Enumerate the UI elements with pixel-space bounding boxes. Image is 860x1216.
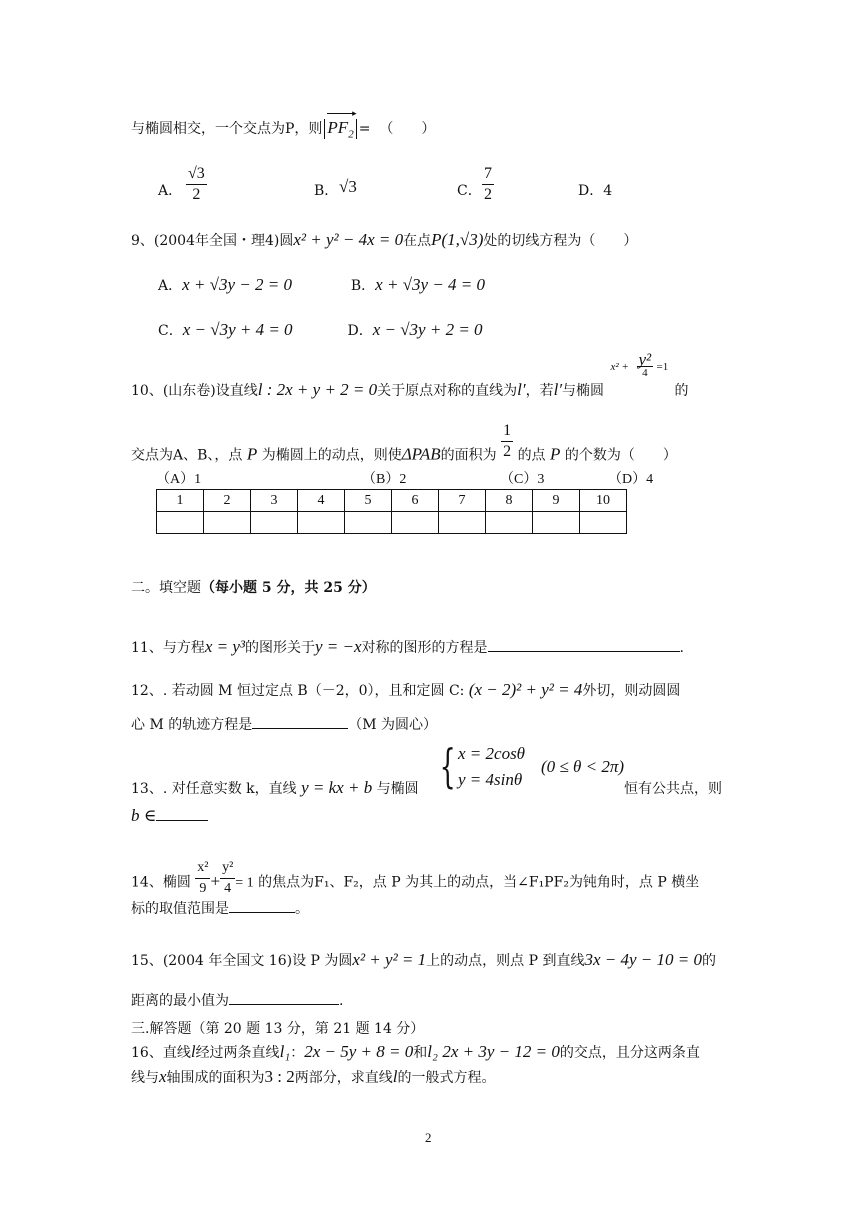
q8-option-c-label: C．	[457, 183, 482, 199]
q16-line2: 线与x轴围成的面积为3 : 2两部分，求直线l的一般式方程。	[131, 1067, 496, 1086]
q13-line1: 13、. 对任意实数 k，直线 y = kx + b 与椭圆	[131, 778, 419, 797]
answer-cell[interactable]	[345, 512, 392, 534]
q10-ellipse-equation: x² + y² 4 =1	[610, 350, 669, 379]
q8-option-d: D．4	[578, 183, 613, 199]
answer-table-header: 3	[251, 490, 298, 512]
page-number: 2	[425, 1130, 432, 1145]
q12-line1: 12、. 若动圆 M 恒过定点 B（－2，0），且和定圆 C: (x − 2)² + y² = 4外切，则动圆圆	[131, 680, 681, 699]
q8-option-c-fraction: $\frac{7}{2}$	[484, 165, 492, 203]
answer-table	[156, 489, 627, 534]
answer-cell[interactable]	[157, 512, 204, 534]
q11: 11、与方程x = y³的图形关于y = −x对称的图形的方程是 .	[131, 637, 684, 656]
answer-table-header: 8	[486, 490, 533, 512]
q8-option-a-fraction: $\frac{√3}{2}$	[188, 165, 205, 203]
answer-table-header: 9	[533, 490, 580, 512]
answer-cell[interactable]	[204, 512, 251, 534]
q15-line1: 15、(2004 年全国文 16)设 P 为圆x² + y² = 1上的动点，则点 P 到直线3x − 4y − 10 = 0的	[131, 950, 716, 969]
answer-cell[interactable]	[580, 512, 627, 534]
answer-table-header: 7	[439, 490, 486, 512]
answer-cell[interactable]	[392, 512, 439, 534]
q8-option-b-value: √3	[339, 177, 357, 196]
answer-cell[interactable]	[533, 512, 580, 534]
answer-table-header: 5	[345, 490, 392, 512]
answer-table-header-row	[157, 490, 627, 512]
q8-text: 与椭圆相交，一个交点为P，则	[131, 121, 323, 137]
q13-system-line1: x = 2cosθ	[458, 744, 526, 763]
q10-fraction-half: $\frac{1}{2}$	[503, 422, 512, 460]
answer-table-header: 6	[392, 490, 439, 512]
q12-answer-blank[interactable]	[252, 728, 348, 729]
q11-answer-blank[interactable]	[488, 651, 680, 652]
q8-option-a-label: A．	[158, 183, 183, 199]
q13-answer-blank[interactable]	[156, 820, 208, 821]
q14-line2: 标的取值范围是 。	[131, 901, 309, 917]
q13-line2: b ∈	[131, 806, 208, 826]
answer-table-answer-row	[157, 512, 627, 534]
answer-cell[interactable]	[251, 512, 298, 534]
q8-option-b-label: B．	[314, 183, 339, 199]
q8-stem: 与椭圆相交，一个交点为P，则 ▸ $PF_2$ = （ ）	[131, 108, 436, 141]
q15-line2: 距离的最小值为 .	[131, 993, 344, 1009]
q13-brace: {	[439, 739, 456, 793]
q12-line2: 心 M 的轨迹方程是 （M 为圆心）	[131, 717, 438, 733]
answer-table-header: 10	[580, 490, 627, 512]
q9-options-ab: A．x + √3y − 2 = 0 B．x + √3y − 4 = 0	[158, 275, 486, 294]
q13-range: (0 ≤ θ < 2π)	[541, 757, 624, 776]
q13-line1-end: 恒有公共点，则	[624, 781, 722, 797]
answer-cell[interactable]	[439, 512, 486, 534]
answer-table-header: 1	[157, 490, 204, 512]
q14-answer-blank[interactable]	[229, 912, 295, 913]
q13-system-line2: y = 4sinθ	[458, 770, 523, 789]
vector-pf2: ▸ $PF_2$	[327, 108, 357, 141]
q15-answer-blank[interactable]	[229, 1004, 339, 1005]
q10-stem-line1: 10、(山东卷)设直线l : 2x + y + 2 = 0关于原点对称的直线为l′，若l′与椭圆 x² + y² 4 =1 的	[131, 350, 689, 399]
answer-cell[interactable]	[486, 512, 533, 534]
section-2-heading: 二。填空题（每小题 5 分，共 25 分）	[131, 580, 376, 596]
q14-line1: 14、椭圆 $\frac{\text{x²}}{9}$ + $\frac{\text{y²}}{4}$ = 1 的焦点为F₁、F₂，点 P 为其上的动点，当∠F₁PF₂为钝角时，点 P 横坐	[131, 860, 700, 896]
q16-line1: 16、直线l经过两条直线l₁：2x − 5y + 8 = 0和l₂ 2x + 3y − 12 = 0的交点，且分这两条直	[131, 1042, 700, 1061]
q9-stem: 9、(2004年全国・理4)圆x² + y² − 4x = 0在点P(1,√3)处的切线方程为（ ）	[131, 230, 638, 249]
answer-table-header: 2	[204, 490, 251, 512]
q9-options-cd: C．x − √3y + 4 = 0 D．x − √3y + 2 = 0	[158, 320, 483, 339]
q10-stem-line2: 交点为A、B、，点 P 为椭圆上的动点，则使ΔPAB的面积为 $\frac{1}{2}$ 的点 P 的个数为（ ）	[131, 422, 677, 464]
answer-cell[interactable]	[298, 512, 345, 534]
section-3-heading: 三.解答题（第 20 题 13 分，第 21 题 14 分）	[131, 1021, 425, 1037]
answer-table-header: 4	[298, 490, 345, 512]
